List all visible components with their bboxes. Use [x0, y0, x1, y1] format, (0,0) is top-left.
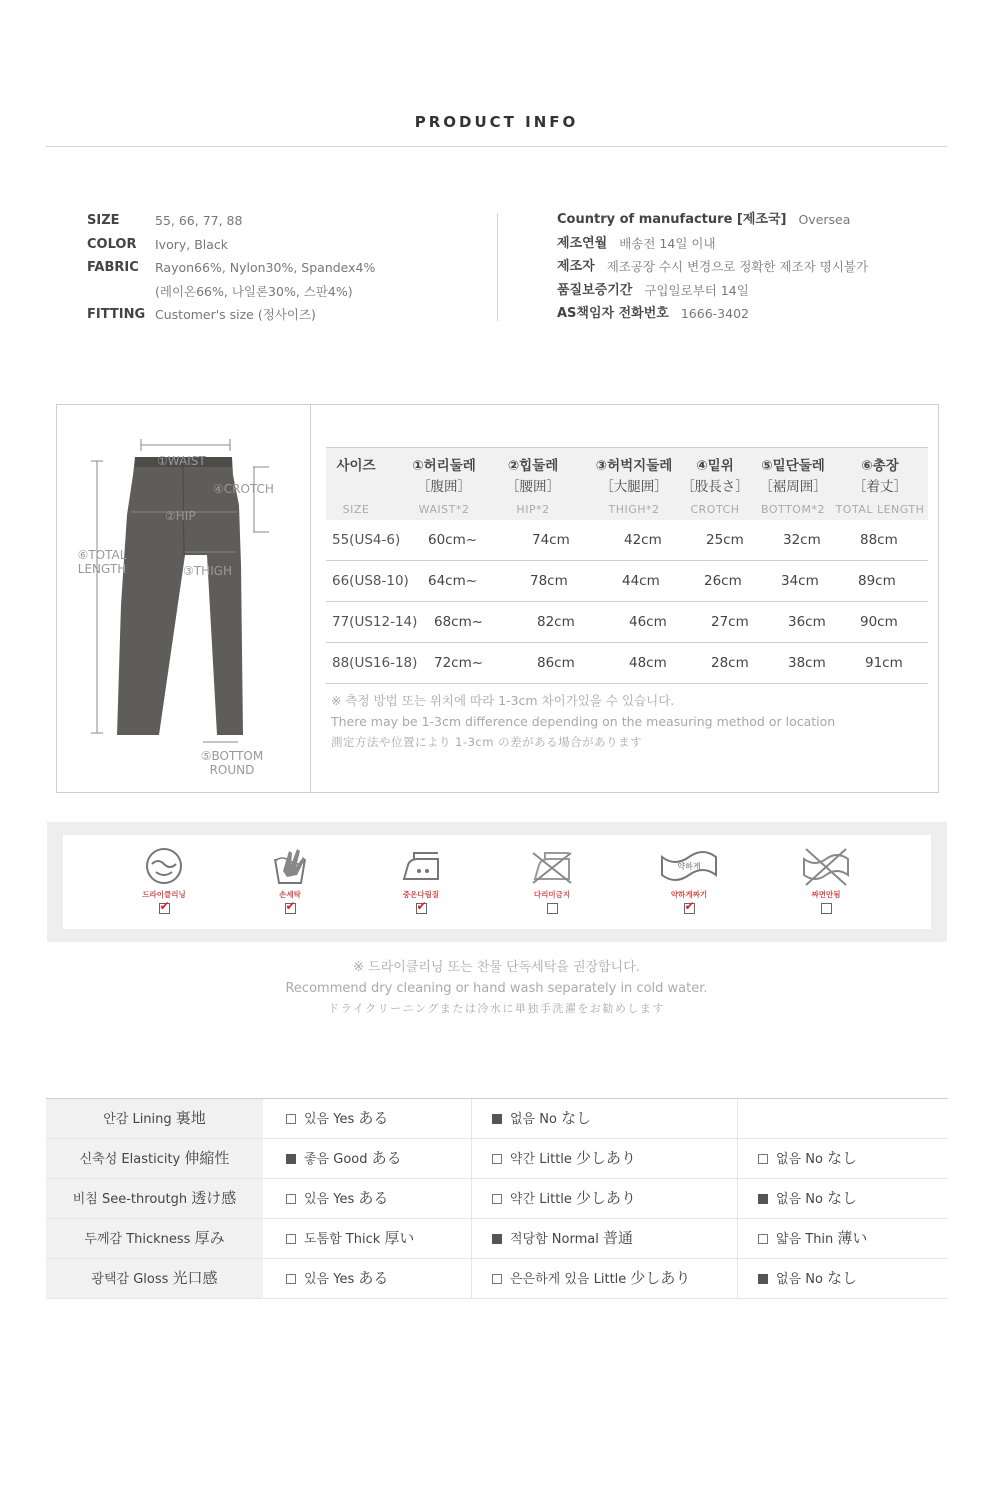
info-value: 제조공장 수시 변경으로 정확한 제조자 명시불가: [606, 259, 869, 274]
info-row-warranty: [557, 282, 977, 306]
size-table-header: [326, 447, 928, 520]
cell-thigh: 44cm: [622, 573, 660, 589]
cell-total: 89cm: [858, 573, 896, 589]
header-ko: ③허벅지둘레: [595, 458, 673, 474]
header-ja: [313, 476, 399, 498]
product-info-left: [87, 212, 487, 330]
info-label: SIZE: [87, 213, 120, 228]
no-iron-icon: [531, 845, 573, 887]
care-item-hand-wash: [240, 845, 340, 914]
header-en: THIGH*2: [608, 503, 660, 516]
option-box[interactable]: [758, 1234, 768, 1244]
property-label-text: 광택감 Gloss: [91, 1272, 173, 1287]
option-text: 없음 No: [776, 1272, 828, 1287]
option[interactable]: [492, 1259, 690, 1299]
column-divider: [471, 1259, 472, 1298]
option-box[interactable]: [758, 1154, 768, 1164]
info-value: 1666-3402: [680, 306, 749, 321]
column-divider: [737, 1139, 738, 1178]
header-ja: ［着丈］: [853, 479, 907, 495]
property-label-text: 신축성 Elasticity: [79, 1152, 185, 1167]
property-row-see-through: [46, 1179, 948, 1219]
property-label-ja: 透け感: [191, 1189, 237, 1207]
cell-total: 88cm: [860, 532, 898, 548]
table-row: [326, 602, 928, 643]
care-item-no-iron: [502, 845, 602, 914]
info-row-fabric-ko: [87, 283, 487, 307]
cell-bottom: 36cm: [788, 614, 826, 630]
option-ja: なし: [827, 1149, 858, 1167]
property-row-lining: [46, 1099, 948, 1139]
wring-gently-icon-text: 약하게: [677, 862, 701, 871]
header-en: HIP*2: [516, 503, 550, 516]
size-note-ko: ※ 측정 방법 또는 위치에 따라 1-3cm 차이가있을 수 있습니다.: [331, 693, 675, 708]
column-divider: [737, 1259, 738, 1298]
size-note-en: There may be 1-3cm difference depending on the measuring method or location: [331, 713, 836, 729]
option[interactable]: [492, 1099, 591, 1139]
title-divider: [46, 146, 947, 147]
product-info-right: [557, 211, 977, 329]
info-label: FABRIC: [87, 260, 139, 275]
option-box[interactable]: [286, 1274, 296, 1284]
header-total: [830, 448, 930, 516]
care-note-ko: ※ 드라이클리닝 또는 찬물 단독세탁을 권장합니다.: [353, 960, 640, 975]
header-ko: ④밑위: [696, 458, 734, 474]
care-item-wring-gently: [639, 845, 739, 914]
option-text: 없음 No: [776, 1192, 828, 1207]
table-row: [326, 561, 928, 602]
info-row-fitting: [87, 306, 487, 330]
cell-crotch: 28cm: [711, 655, 749, 671]
cell-waist: 72cm~: [434, 655, 484, 671]
cell-thigh: 48cm: [629, 655, 667, 671]
info-row-as-phone: [557, 305, 977, 329]
header-en: BOTTOM*2: [761, 503, 825, 516]
header-thigh: [584, 448, 684, 516]
info-label: 제조연월: [557, 235, 608, 251]
page-title: PRODUCT INFO: [414, 113, 579, 131]
option-ja: なし: [561, 1109, 592, 1127]
info-value: Customer's size (정사이즈): [155, 307, 316, 322]
option[interactable]: [286, 1139, 402, 1179]
option-ja: 普通: [602, 1229, 633, 1247]
option[interactable]: [286, 1219, 414, 1259]
info-label: [87, 283, 155, 307]
label-crotch: ④CROTCH: [213, 482, 274, 496]
care-checkbox[interactable]: [285, 903, 296, 914]
cell-waist: 68cm~: [434, 614, 484, 630]
care-panel: [47, 822, 947, 942]
property-row-thickness: [46, 1219, 948, 1259]
column-divider: [471, 1139, 472, 1178]
wring-gently-icon: [660, 845, 718, 887]
option-box[interactable]: [492, 1274, 502, 1284]
header-ko: ⑥총장: [861, 458, 899, 474]
option-text: 도톰함 Thick: [304, 1232, 385, 1247]
cell-bottom: 32cm: [783, 532, 821, 548]
option-ja: なし: [827, 1269, 858, 1287]
option[interactable]: [492, 1179, 636, 1219]
header-en: CROTCH: [690, 503, 740, 516]
option-text: 없음 No: [776, 1152, 828, 1167]
option[interactable]: [286, 1099, 388, 1139]
cell-total: 90cm: [860, 614, 898, 630]
info-value: Rayon66%, Nylon30%, Spandex4%: [155, 260, 376, 275]
option-text: 약간 Little: [510, 1192, 577, 1207]
care-checkbox[interactable]: [684, 903, 695, 914]
header-size: [313, 448, 399, 516]
info-value: 55, 66, 77, 88: [155, 213, 243, 228]
cell-thigh: 42cm: [624, 532, 662, 548]
header-ja: ［股長さ］: [681, 479, 749, 495]
label-total: [73, 548, 131, 576]
care-checkbox[interactable]: [416, 903, 427, 914]
care-item-dry-clean: [114, 845, 214, 914]
care-icons: [63, 835, 931, 929]
header-ja: ［腹囲］: [417, 479, 471, 495]
cell-hip: 74cm: [532, 532, 570, 548]
cell-crotch: 26cm: [704, 573, 742, 589]
cell-hip: 78cm: [530, 573, 568, 589]
option-text: 있음 Yes: [304, 1112, 359, 1127]
table-row: [326, 643, 928, 684]
property-label-text: 비침 See-throutgh: [72, 1192, 192, 1207]
info-value: (레이온66%, 나일론30%, 스판4%): [155, 283, 353, 299]
property-label: [46, 1219, 263, 1258]
option-text: 약간 Little: [510, 1152, 577, 1167]
size-box-divider: [310, 405, 311, 792]
property-label: [46, 1099, 263, 1138]
cell-size: 88(US16-18): [332, 655, 418, 671]
option-box[interactable]: [286, 1194, 296, 1204]
info-row-color: [87, 236, 487, 260]
size-note: [331, 691, 835, 753]
care-label: 손세탁: [279, 890, 301, 899]
option[interactable]: [286, 1179, 388, 1219]
option-text: 없음 No: [510, 1112, 562, 1127]
property-row-gloss: [46, 1259, 948, 1299]
iron-medium-icon: [400, 845, 442, 887]
option[interactable]: [758, 1139, 857, 1179]
info-value: Ivory, Black: [155, 236, 229, 252]
header-ko: ②힙둘레: [507, 458, 559, 474]
cell-waist: 64cm~: [428, 573, 478, 589]
option-box[interactable]: [286, 1154, 296, 1164]
option[interactable]: [286, 1259, 388, 1299]
header-crotch: [672, 448, 758, 516]
option-ja: 少しあり: [630, 1269, 691, 1287]
header-ko: ⑤밑단둘레: [761, 458, 825, 474]
cell-crotch: 25cm: [706, 532, 744, 548]
care-label: 드라이클리닝: [142, 890, 186, 899]
fabric-properties-table: [46, 1098, 948, 1299]
table-row: [326, 520, 928, 561]
header-ja: ［大腿囲］: [600, 479, 668, 495]
info-row-size: [87, 212, 487, 236]
care-label: 중온다림질: [402, 890, 440, 899]
option-box[interactable]: [492, 1114, 502, 1124]
info-label: 품질보증기간: [557, 282, 633, 298]
property-label-ja: 伸縮性: [184, 1149, 230, 1167]
property-label-text: 안감 Lining: [103, 1112, 176, 1127]
info-value: 배송전 14일 이내: [619, 235, 716, 251]
option-ja: 少しあり: [576, 1149, 637, 1167]
label-bottom: [197, 749, 267, 777]
option-box[interactable]: [492, 1154, 502, 1164]
property-row-elasticity: [46, 1139, 948, 1179]
column-divider: [737, 1099, 738, 1138]
header-ja: ［裾周囲］: [759, 479, 827, 495]
property-label-ja: 光口感: [172, 1269, 218, 1287]
label-waist: ①WAIST: [157, 454, 206, 468]
care-label: 다리미금지: [533, 890, 571, 899]
option-ja: 薄い: [837, 1229, 868, 1247]
column-divider: [471, 1099, 472, 1138]
info-label: Country of manufacture [제조국]: [557, 212, 787, 227]
no-wring-icon: [802, 845, 850, 887]
info-row-maker: [557, 258, 977, 282]
cell-total: 91cm: [865, 655, 903, 671]
header-ja: ［腰囲］: [506, 479, 560, 495]
header-en: SIZE: [342, 503, 370, 516]
option-box[interactable]: [758, 1274, 768, 1284]
label-bottom-line2: ROUND: [209, 763, 255, 777]
care-checkbox[interactable]: [821, 903, 832, 914]
column-divider: [471, 1219, 472, 1258]
info-row-date: [557, 235, 977, 259]
label-total-line1: ⑥TOTAL: [77, 548, 127, 562]
care-item-iron: [371, 845, 471, 914]
option-ja: 厚い: [384, 1229, 415, 1247]
header-en: WAIST*2: [418, 503, 470, 516]
option-box[interactable]: [286, 1114, 296, 1124]
info-label: 제조자: [557, 259, 595, 274]
label-total-line2: LENGTH: [77, 562, 127, 576]
option-text: 좋음 Good: [304, 1152, 372, 1167]
info-value: 구입일로부터 14일: [644, 282, 749, 298]
property-label-ja: 裏地: [175, 1109, 206, 1127]
option-ja: ある: [358, 1269, 389, 1287]
size-table: [326, 447, 928, 684]
info-label: FITTING: [87, 307, 146, 322]
option[interactable]: [492, 1219, 633, 1259]
info-row-country: [557, 211, 977, 235]
option-text: 얇음 Thin: [776, 1232, 838, 1247]
care-label: 짜면안됨: [811, 890, 841, 899]
cell-hip: 82cm: [537, 614, 575, 630]
care-label: 약하게짜기: [670, 890, 708, 899]
option-ja: 少しあり: [576, 1189, 637, 1207]
property-label: [46, 1259, 263, 1298]
pants-diagram: [57, 405, 310, 792]
header-en: TOTAL LENGTH: [835, 503, 925, 516]
header-ko: ①허리둘레: [412, 458, 476, 474]
option[interactable]: [758, 1179, 857, 1219]
care-item-no-wring: [776, 845, 876, 914]
care-note-ja: ドライクリーニングまたは冷水に単独手洗濯をお勧めします: [328, 1002, 665, 1015]
option-ja: ある: [371, 1149, 402, 1167]
header-bottom: [750, 448, 836, 516]
property-label-text: 두께감 Thickness: [84, 1232, 195, 1247]
option-ja: なし: [827, 1189, 858, 1207]
header-hip: [490, 448, 576, 516]
cell-size: 66(US8-10): [332, 573, 409, 589]
option[interactable]: [758, 1259, 857, 1299]
care-checkbox[interactable]: [547, 903, 558, 914]
care-note-en: Recommend dry cleaning or hand wash separately in cold water.: [285, 980, 708, 996]
cell-waist: 60cm~: [428, 532, 478, 548]
column-divider: [737, 1219, 738, 1258]
option-box[interactable]: [286, 1234, 296, 1244]
size-chart-box: [56, 404, 939, 793]
info-divider: [497, 213, 498, 321]
option[interactable]: [492, 1139, 636, 1179]
cell-crotch: 27cm: [711, 614, 749, 630]
info-value: Oversea: [798, 212, 851, 227]
option-text: 적당함 Normal: [510, 1232, 603, 1247]
cell-size: 55(US4-6): [332, 532, 401, 548]
property-label: [46, 1179, 263, 1218]
cell-size: 77(US12-14): [332, 614, 418, 630]
option-box[interactable]: [492, 1234, 502, 1244]
info-label: AS책임자 전화번호: [557, 306, 669, 321]
info-row-fabric: [87, 259, 487, 283]
care-checkbox[interactable]: [159, 903, 170, 914]
column-divider: [471, 1179, 472, 1218]
label-bottom-line1: ⑤BOTTOM: [200, 749, 264, 763]
cell-bottom: 34cm: [781, 573, 819, 589]
care-note: [0, 958, 993, 1020]
label-thigh: ③THIGH: [183, 564, 232, 578]
option-ja: ある: [358, 1189, 389, 1207]
label-hip: ②HIP: [165, 509, 196, 523]
column-divider: [737, 1179, 738, 1218]
header-ko: 사이즈: [336, 458, 376, 474]
option[interactable]: [758, 1219, 867, 1259]
cell-hip: 86cm: [537, 655, 575, 671]
property-label: [46, 1139, 263, 1178]
option-text: 은은하게 있음 Little: [510, 1272, 631, 1287]
option-box[interactable]: [492, 1194, 502, 1204]
property-label-ja: 厚み: [194, 1229, 225, 1247]
option-box[interactable]: [758, 1194, 768, 1204]
option-text: 있음 Yes: [304, 1192, 359, 1207]
option-ja: ある: [358, 1109, 389, 1127]
cell-thigh: 46cm: [629, 614, 667, 630]
dry-clean-icon: [143, 845, 185, 887]
cell-bottom: 38cm: [788, 655, 826, 671]
header-waist: [401, 448, 487, 516]
size-note-ja: 測定方法や位置により 1-3cm の差がある場合があります: [331, 735, 643, 749]
option-text: 있음 Yes: [304, 1272, 359, 1287]
info-label: COLOR: [87, 236, 137, 252]
hand-wash-icon: [269, 845, 311, 887]
